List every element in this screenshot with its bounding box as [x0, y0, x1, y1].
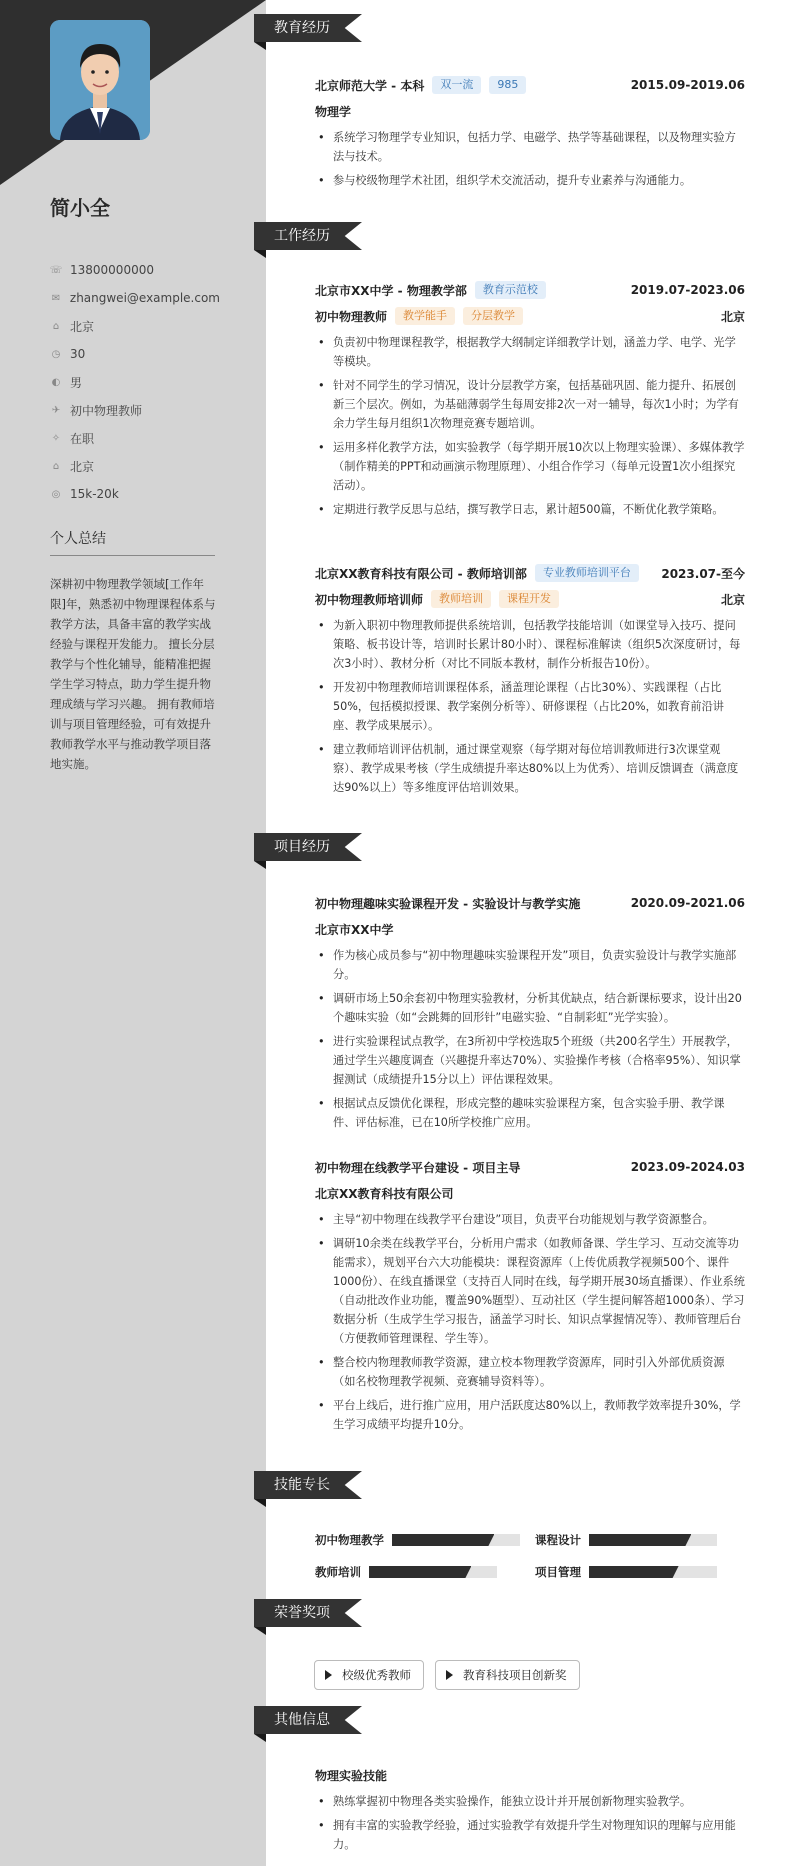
- work-city: 北京: [720, 592, 745, 607]
- contact-info-text: 男: [70, 375, 83, 390]
- work-bullets: [315, 616, 745, 797]
- gender-icon: ◐: [51, 376, 61, 388]
- section-label-work: [254, 222, 362, 250]
- skill-bar: [589, 1566, 717, 1578]
- project-date: 2020.09-2021.06: [630, 896, 745, 910]
- school-tag: 985: [489, 76, 526, 94]
- section-label-education: [254, 14, 362, 42]
- location-icon: ⌂: [52, 320, 60, 332]
- project-entry: [315, 1156, 745, 1439]
- list-item: • 针对不同学生的学习情况，设计分层教学方案，包括基础巩固、能力提升、拓展创新三个层次。例如，为基础薄弱学生每周安排2次一对一辅导，每次1小时；为学有余力学生每月组织1次物理竞赛专题培训。: [315, 376, 745, 433]
- skill-bar: [392, 1534, 520, 1546]
- section-label-projects: [254, 833, 362, 861]
- section-title: 工作经历: [274, 228, 330, 244]
- contact-info-row: [50, 368, 220, 396]
- role-tag: 分层教学: [463, 307, 523, 325]
- project-title: 初中物理在线教学平台建设 - 项目主导: [315, 1160, 521, 1175]
- skill-bar-fill: [369, 1566, 471, 1578]
- contact-info-text: 15k-20k: [70, 487, 119, 501]
- skill-item: [535, 1532, 717, 1548]
- school-name: 北京师范大学 - 本科: [315, 78, 425, 93]
- job-title: 初中物理教师培训师: [315, 592, 424, 607]
- list-item: • 为新入职初中物理教师提供系统培训，包括教学技能培训（如课堂导入技巧、提问策略、板书设计等，培训时长累计80小时）、课程标准解读（组织5次深度研讨，每次3小时）、教材分析（对比不同版本教材，制作分析报告10份）。: [315, 616, 745, 673]
- project-org: 北京XX教育科技有限公司: [315, 1186, 454, 1201]
- list-item: • 根据试点反馈优化课程，形成完整的趣味实验课程方案，包含实验手册、教学课件、评估标准，已在10所学校推广应用。: [315, 1094, 745, 1132]
- other-entry: [315, 1764, 745, 1859]
- contact-info-row: [50, 340, 220, 368]
- skill-item: [315, 1532, 520, 1548]
- skill-name: 课程设计: [535, 1533, 581, 1547]
- list-item: • 熟练掌握初中物理各类实验操作，能独立设计并开展创新物理实验教学。: [315, 1792, 745, 1811]
- education-bullets: [315, 128, 745, 190]
- company-tag: 专业教师培训平台: [535, 564, 639, 582]
- list-item: • 定期进行教学反思与总结，撰写教学日志，累计超500篇，不断优化教学策略。: [315, 500, 745, 519]
- section-title: 教育经历: [274, 20, 330, 36]
- contact-info-row: [50, 312, 220, 340]
- list-item: • 平台上线后，进行推广应用，用户活跃度达80%以上，教师教学效率提升30%，学生学习成绩平均提升10分。: [315, 1396, 745, 1434]
- skill-bar: [369, 1566, 497, 1578]
- list-item: • 拥有丰富的实验教学经验，通过实验教学有效提升学生对物理知识的理解与应用能力。: [315, 1816, 745, 1854]
- section-label-skills: [254, 1471, 362, 1499]
- section-title: 其他信息: [274, 1712, 330, 1728]
- project-bullets: [315, 1210, 745, 1434]
- contact-info-text: zhangwei@example.com: [69, 291, 220, 305]
- honor-name: 教育科技项目创新奖: [463, 1668, 567, 1682]
- status-icon: ✧: [51, 432, 61, 444]
- project-bullets: [315, 946, 745, 1132]
- contact-info-row: [50, 396, 220, 424]
- skill-name: 教师培训: [315, 1565, 361, 1579]
- skill-bar-fill: [392, 1534, 494, 1546]
- skill-bar-fill: [589, 1534, 691, 1546]
- list-item: • 主导“初中物理在线教学平台建设”项目，负责平台功能规划与教学资源整合。: [315, 1210, 745, 1229]
- work-date: 2023.07-至今: [661, 566, 745, 581]
- contact-info-text: 北京: [70, 319, 95, 334]
- education-date: 2015.09-2019.06: [630, 78, 745, 92]
- work-entry: [315, 279, 745, 524]
- list-item: • 整合校内物理教师教学资源，建立校本物理教学资源库，同时引入外部优质资源（如名校物理教学视频、竞赛辅导资料等）。: [315, 1353, 745, 1391]
- honor-badge: [435, 1660, 580, 1690]
- work-date: 2019.07-2023.06: [630, 283, 745, 297]
- work-bullets: [315, 333, 745, 519]
- avatar: [50, 20, 150, 140]
- play-icon: [325, 1670, 332, 1680]
- contact-info-row: [50, 480, 220, 508]
- contact-info-row: [50, 424, 220, 452]
- work-city: 北京: [720, 309, 745, 324]
- skill-bar: [589, 1534, 717, 1546]
- summary-title: 个人总结: [50, 531, 106, 547]
- skill-name: 初中物理教学: [315, 1533, 384, 1547]
- summary-divider: [50, 555, 215, 556]
- section-label-honors: [254, 1599, 362, 1627]
- list-item: • 运用多样化教学方法，如实验教学（每学期开展10次以上物理实验课）、多媒体教学（制作精美的PPT和动画演示物理原理）、小组合作学习（每单元设置1次小组探究活动）。: [315, 438, 745, 495]
- other-title: 物理实验技能: [315, 1768, 388, 1783]
- company-name: 北京XX教育科技有限公司 - 教师培训部: [315, 566, 527, 581]
- contact-info-row: [50, 284, 220, 312]
- company-tag: 教育示范校: [475, 281, 546, 299]
- project-title: 初中物理趣味实验课程开发 - 实验设计与教学实施: [315, 896, 581, 911]
- contact-info-list: [50, 256, 220, 508]
- contact-info-text: 13800000000: [70, 263, 154, 277]
- company-name: 北京市XX中学 - 物理教学部: [315, 283, 467, 298]
- section-title: 技能专长: [274, 1477, 330, 1493]
- major: 物理学: [315, 104, 352, 119]
- contact-info-text: 在职: [70, 431, 95, 446]
- skill-name: 项目管理: [535, 1565, 581, 1579]
- sidebar: [0, 0, 266, 1866]
- list-item: • 系统学习物理学专业知识，包括力学、电磁学、热学等基础课程，以及物理实验方法与技术。: [315, 128, 745, 166]
- list-item: • 调研10余类在线教学平台，分析用户需求（如教师备课、学生学习、互动交流等功能需求），规划平台六大功能模块：课程资源库（上传优质教学视频500个、课件1000份）、在线直播课堂（支持百人同时在线，每学期开展30场直播课）、作业系统（自动批改作业功能，覆盖90%题型）、互动社区（学生提问解答超1000条）、学习数据分析（生成学生学习报告，涵盖学习时长、知识点掌握情况等）、教师管理后台（方便教师管理课程、学生等）。: [315, 1234, 745, 1348]
- email-icon: ✉: [51, 292, 61, 304]
- school-tag: 双一流: [432, 76, 481, 94]
- play-icon: [446, 1670, 453, 1680]
- education-entry: [315, 74, 745, 195]
- role-tag: 教师培训: [431, 590, 491, 608]
- section-label-other: [254, 1706, 362, 1734]
- list-item: • 建立教师培训评估机制，通过课堂观察（每学期对每位培训教师进行3次课堂观察）、教学成果考核（学生成绩提升率达80%以上为优秀）、培训反馈调查（满意度达90%以上）等多维度评估培训效果。: [315, 740, 745, 797]
- project-date: 2023.09-2024.03: [630, 1160, 745, 1174]
- contact-info-text: 北京: [70, 459, 95, 474]
- skill-bar-fill: [589, 1566, 679, 1578]
- skill-item: [535, 1564, 717, 1580]
- list-item: • 作为核心成员参与“初中物理趣味实验课程开发”项目，负责实验设计与教学实施部分。: [315, 946, 745, 984]
- section-title: 荣誉奖项: [274, 1605, 330, 1621]
- project-entry: [315, 892, 745, 1137]
- candidate-name: 简小全: [50, 196, 110, 220]
- list-item: • 调研市场上50余套初中物理实验教材，分析其优缺点，结合新课标要求，设计出20个趣味实验（如“会跳舞的回形针”电磁实验、“自制彩虹”光学实验）。: [315, 989, 745, 1027]
- role-tag: 课程开发: [499, 590, 559, 608]
- target-city-icon: ⌂: [52, 460, 60, 472]
- contact-info-row: [50, 256, 220, 284]
- list-item: • 负责初中物理课程教学，根据教学大纲制定详细教学计划，涵盖力学、电学、光学等模块。: [315, 333, 745, 371]
- age-icon: ◷: [51, 348, 61, 360]
- job-target-icon: ✈: [51, 404, 61, 416]
- work-entry: [315, 562, 745, 802]
- project-org: 北京市XX中学: [315, 922, 394, 937]
- job-title: 初中物理教师: [315, 309, 388, 324]
- honor-badge: [314, 1660, 424, 1690]
- list-item: • 进行实验课程试点教学，在3所初中学校选取5个班级（共200名学生）开展教学，通过学生兴趣度调查（兴趣提升率达70%）、实验操作考核（合格率95%）、知识掌握测试（成绩提升15分以上）评估课程效果。: [315, 1032, 745, 1089]
- list-item: • 开发初中物理教师培训课程体系，涵盖理论课程（占比30%）、实践课程（占比50%，包括模拟授课、教学案例分析等）、研修课程（占比20%，如教育前沿讲座、教学成果展示）。: [315, 678, 745, 735]
- salary-icon: ◎: [51, 488, 61, 500]
- list-item: • 参与校级物理学术社团，组织学术交流活动，提升专业素养与沟通能力。: [315, 171, 745, 190]
- skill-item: [315, 1564, 497, 1580]
- section-title: 项目经历: [274, 839, 330, 855]
- summary-text: 深耕初中物理教学领域[工作年限]年，熟悉初中物理课程体系与教学方法，具备丰富的教学实战经验与课程开发能力。 擅长分层教学与个性化辅导，能精准把握学生学习特点，助力学生提升物理成绩与学习兴趣。 拥有教师培训与项目管理经验，可有效提升教师教学水平与推动教学项目落地实施。: [50, 577, 216, 771]
- other-bullets: [315, 1792, 745, 1854]
- role-tag: 教学能手: [395, 307, 455, 325]
- honor-name: 校级优秀教师: [342, 1668, 411, 1682]
- contact-info-text: 初中物理教师: [70, 403, 143, 418]
- phone-icon: ☏: [49, 264, 63, 276]
- contact-info-row: [50, 452, 220, 480]
- contact-info-text: 30: [70, 347, 86, 361]
